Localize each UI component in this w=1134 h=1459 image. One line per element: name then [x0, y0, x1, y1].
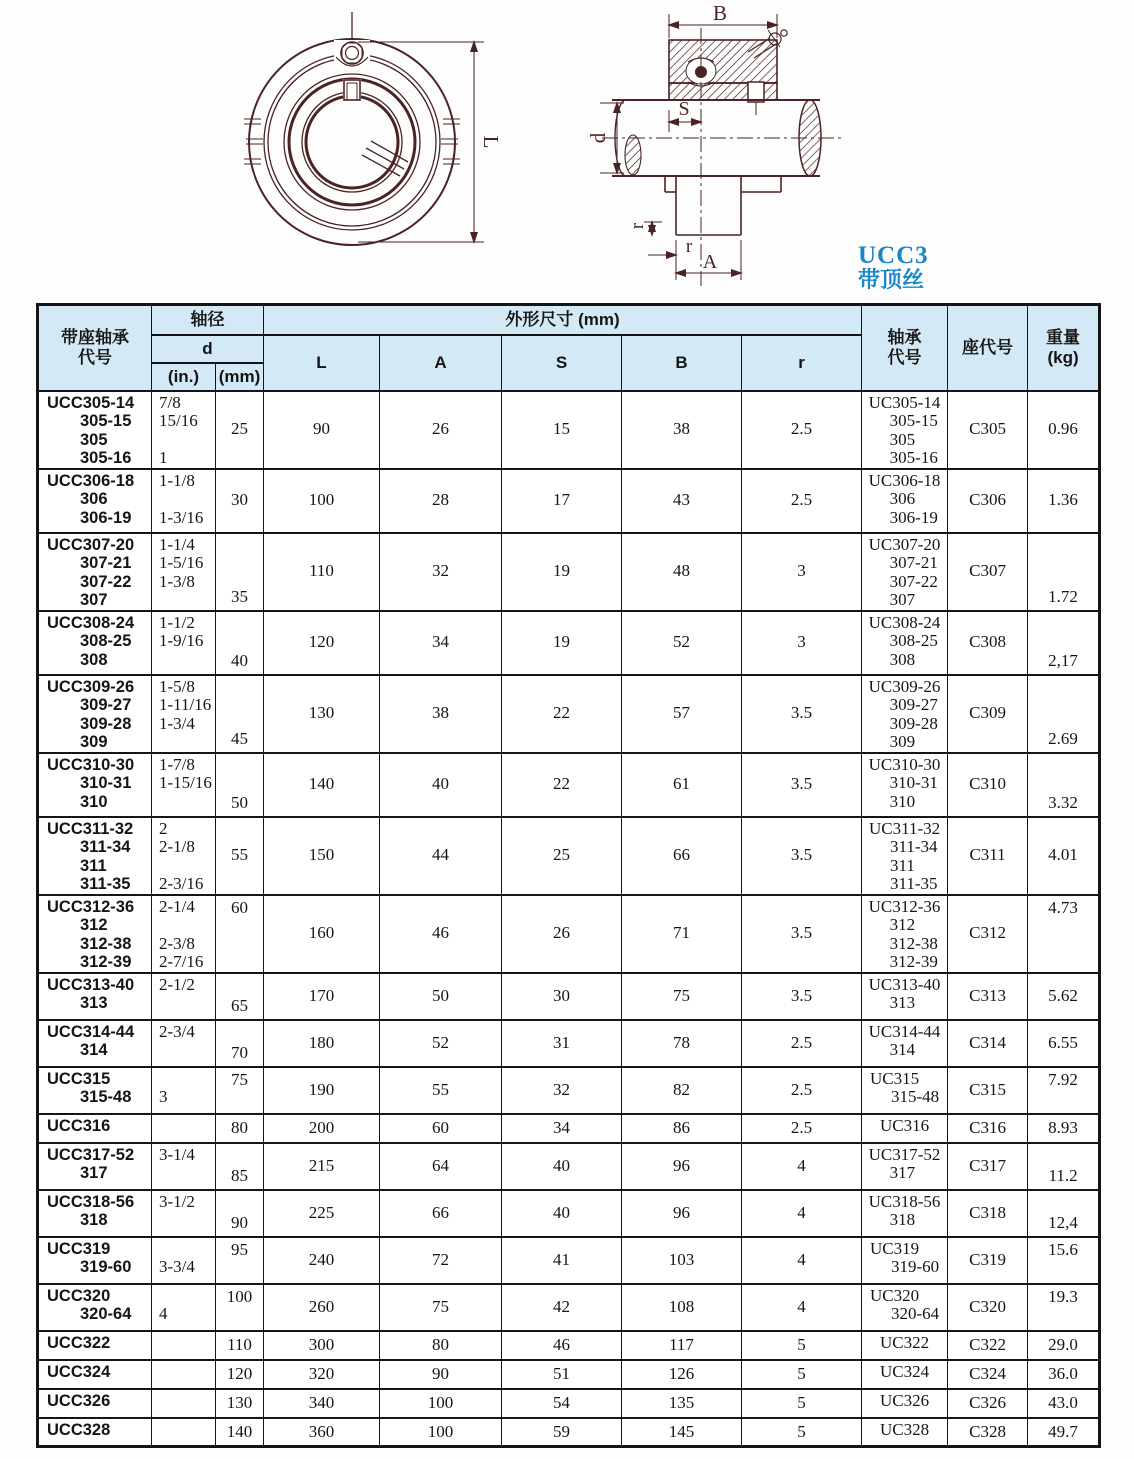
cell-unit-code: UCC313-40 313: [38, 973, 152, 1020]
cell-housing-code: C317: [948, 1143, 1028, 1190]
cell-weight: 19.3: [1028, 1284, 1100, 1331]
cell-weight: 0.96: [1028, 391, 1100, 469]
cell-d-inch: [152, 1114, 216, 1143]
table-row: [38, 391, 1100, 469]
cell-r: 2.5: [742, 1114, 862, 1143]
cell-weight: 4.73: [1028, 895, 1100, 973]
cell-bearing-code: UC307-20 307-21 307-22 307: [862, 533, 948, 611]
cell-S: 46: [502, 1331, 622, 1360]
cell-S: 42: [502, 1284, 622, 1331]
cell-housing-code: C310: [948, 753, 1028, 817]
cell-unit-code: UCC315 315-48: [38, 1067, 152, 1114]
cell-B: 61: [622, 753, 742, 817]
cell-bearing-code: UC326: [862, 1389, 948, 1418]
cell-d-inch: 4: [152, 1284, 216, 1331]
header-A: A: [380, 335, 502, 391]
cell-unit-code: UCC307-20 307-21 307-22 307: [38, 533, 152, 611]
cell-d-mm: 55: [216, 817, 264, 895]
cell-B: 145: [622, 1418, 742, 1447]
cell-unit-code: UCC309-26 309-27 309-28 309: [38, 675, 152, 753]
cell-bearing-code: UC316: [862, 1114, 948, 1143]
cell-d-mm: 130: [216, 1389, 264, 1418]
cell-unit-code: UCC318-56 318: [38, 1190, 152, 1237]
cell-S: 15: [502, 391, 622, 469]
table-row: [38, 1284, 1100, 1331]
cell-L: 180: [264, 1020, 380, 1067]
cell-bearing-code: UC308-24 308-25 308: [862, 611, 948, 675]
cell-bearing-code: UC319 319-60: [862, 1237, 948, 1284]
cell-r: 3.5: [742, 973, 862, 1020]
cell-bearing-code: UC309-26 309-27 309-28 309: [862, 675, 948, 753]
cell-L: 160: [264, 895, 380, 973]
cell-L: 340: [264, 1389, 380, 1418]
cell-L: 100: [264, 469, 380, 533]
cell-S: 51: [502, 1360, 622, 1389]
cell-L: 130: [264, 675, 380, 753]
header-d: d: [152, 335, 264, 363]
cell-B: 57: [622, 675, 742, 753]
table-row: [38, 895, 1100, 973]
dim-label-r-horizontal: r: [685, 236, 693, 257]
section-view-drawing: [586, 1, 845, 286]
cell-B: 86: [622, 1114, 742, 1143]
cell-d-mm: 60: [216, 895, 264, 973]
cell-B: 103: [622, 1237, 742, 1284]
cell-S: 40: [502, 1190, 622, 1237]
header-r: r: [742, 335, 862, 391]
cell-weight: 2.69: [1028, 675, 1100, 753]
header-mm: (mm): [216, 363, 264, 391]
cell-S: 19: [502, 533, 622, 611]
cell-S: 17: [502, 469, 622, 533]
cell-r: 5: [742, 1360, 862, 1389]
cell-B: 135: [622, 1389, 742, 1418]
cell-A: 28: [380, 469, 502, 533]
cell-d-mm: 25: [216, 391, 264, 469]
cell-d-inch: [152, 1331, 216, 1360]
cell-S: 54: [502, 1389, 622, 1418]
cell-d-inch: 2-1/4 2-3/8 2-7/16: [152, 895, 216, 973]
cell-d-mm: 65: [216, 973, 264, 1020]
header-unit-code: 带座轴承 代号: [38, 305, 152, 391]
dim-label-A: A: [702, 251, 718, 273]
cell-r: 5: [742, 1418, 862, 1447]
cell-d-inch: 1-1/4 1-5/16 1-3/8: [152, 533, 216, 611]
cell-d-mm: 110: [216, 1331, 264, 1360]
cell-weight: 15.6: [1028, 1237, 1100, 1284]
cell-L: 200: [264, 1114, 380, 1143]
cell-unit-code: UCC310-30 310-31 310: [38, 753, 152, 817]
cell-housing-code: C309: [948, 675, 1028, 753]
cell-r: 3: [742, 533, 862, 611]
cell-weight: 1.72: [1028, 533, 1100, 611]
header-bearing-code: 轴承 代号: [862, 305, 948, 391]
cell-r: 3.5: [742, 753, 862, 817]
series-title: [858, 243, 929, 292]
cell-d-mm: 80: [216, 1114, 264, 1143]
cell-d-mm: 100: [216, 1284, 264, 1331]
table-row: [38, 817, 1100, 895]
cell-weight: 49.7: [1028, 1418, 1100, 1447]
cell-d-inch: 2-3/4: [152, 1020, 216, 1067]
cell-S: 30: [502, 973, 622, 1020]
cell-B: 52: [622, 611, 742, 675]
table-row: [38, 469, 1100, 533]
cell-bearing-code: UC315 315-48: [862, 1067, 948, 1114]
cell-housing-code: C313: [948, 973, 1028, 1020]
table-row: [38, 1237, 1100, 1284]
header-weight: 重量 (kg): [1028, 305, 1100, 391]
technical-drawings: [0, 0, 1134, 300]
cell-unit-code: UCC322: [38, 1331, 152, 1360]
cell-A: 32: [380, 533, 502, 611]
cell-A: 72: [380, 1237, 502, 1284]
header-inch: (in.): [152, 363, 216, 391]
cell-d-inch: 1-1/2 1-9/16: [152, 611, 216, 675]
table-row: [38, 675, 1100, 753]
table-row: [38, 1020, 1100, 1067]
cell-unit-code: UCC324: [38, 1360, 152, 1389]
cell-S: 34: [502, 1114, 622, 1143]
cell-A: 64: [380, 1143, 502, 1190]
cell-housing-code: C318: [948, 1190, 1028, 1237]
cell-r: 5: [742, 1331, 862, 1360]
cell-d-mm: 70: [216, 1020, 264, 1067]
cell-unit-code: UCC311-32 311-34 311 311-35: [38, 817, 152, 895]
cell-unit-code: UCC326: [38, 1389, 152, 1418]
cell-unit-code: UCC320 320-64: [38, 1284, 152, 1331]
cell-bearing-code: UC310-30 310-31 310: [862, 753, 948, 817]
table-row: [38, 1190, 1100, 1237]
cell-unit-code: UCC312-36 312 312-38 312-39: [38, 895, 152, 973]
cell-B: 117: [622, 1331, 742, 1360]
cell-r: 3.5: [742, 817, 862, 895]
cell-B: 96: [622, 1190, 742, 1237]
table-header: [38, 305, 1100, 391]
cell-unit-code: UCC306-18 306 306-19: [38, 469, 152, 533]
cell-bearing-code: UC317-52 317: [862, 1143, 948, 1190]
cell-B: 96: [622, 1143, 742, 1190]
cell-d-mm: 90: [216, 1190, 264, 1237]
cell-A: 46: [380, 895, 502, 973]
cell-weight: 11.2: [1028, 1143, 1100, 1190]
cell-A: 60: [380, 1114, 502, 1143]
cell-d-inch: 1-7/8 1-15/16: [152, 753, 216, 817]
cell-bearing-code: UC320 320-64: [862, 1284, 948, 1331]
table-row: [38, 1114, 1100, 1143]
table-row: [38, 1418, 1100, 1447]
cell-d-mm: 40: [216, 611, 264, 675]
cell-weight: 36.0: [1028, 1360, 1100, 1389]
dim-label-r-vertical: r: [627, 222, 648, 230]
cell-weight: 3.32: [1028, 753, 1100, 817]
cell-r: 3: [742, 611, 862, 675]
cell-L: 215: [264, 1143, 380, 1190]
cell-S: 26: [502, 895, 622, 973]
cell-d-inch: 2-1/2: [152, 973, 216, 1020]
cell-S: 22: [502, 675, 622, 753]
table-row: [38, 611, 1100, 675]
cell-S: 41: [502, 1237, 622, 1284]
cell-B: 38: [622, 391, 742, 469]
cell-d-inch: 3-1/2: [152, 1190, 216, 1237]
cell-bearing-code: UC314-44 314: [862, 1020, 948, 1067]
cell-d-inch: 7/8 15/16 1: [152, 391, 216, 469]
cell-housing-code: C320: [948, 1284, 1028, 1331]
series-subtitle: 带顶丝: [858, 267, 925, 292]
cell-L: 300: [264, 1331, 380, 1360]
cell-weight: 2,17: [1028, 611, 1100, 675]
cell-r: 4: [742, 1143, 862, 1190]
cell-housing-code: C308: [948, 611, 1028, 675]
cell-d-mm: 95: [216, 1237, 264, 1284]
cell-d-inch: 1-5/8 1-11/16 1-3/4: [152, 675, 216, 753]
spec-table: [36, 303, 1101, 1448]
cell-L: 225: [264, 1190, 380, 1237]
cell-L: 320: [264, 1360, 380, 1389]
cell-bearing-code: UC328: [862, 1418, 948, 1447]
cell-d-mm: 45: [216, 675, 264, 753]
cell-L: 360: [264, 1418, 380, 1447]
cell-r: 4: [742, 1190, 862, 1237]
cell-housing-code: C324: [948, 1360, 1028, 1389]
cell-bearing-code: UC318-56 318: [862, 1190, 948, 1237]
header-shaft-diameter: 轴径: [152, 305, 264, 335]
cell-d-inch: [152, 1418, 216, 1447]
header-B: B: [622, 335, 742, 391]
header-housing-code: 座代号: [948, 305, 1028, 391]
cell-A: 50: [380, 973, 502, 1020]
table-row: [38, 1389, 1100, 1418]
cell-L: 150: [264, 817, 380, 895]
cell-B: 71: [622, 895, 742, 973]
series-code: UCC3: [858, 242, 929, 269]
cell-B: 75: [622, 973, 742, 1020]
cell-L: 190: [264, 1067, 380, 1114]
dim-label-S: S: [678, 98, 690, 120]
cell-housing-code: C319: [948, 1237, 1028, 1284]
cell-L: 110: [264, 533, 380, 611]
cell-d-inch: 2 2-1/8 2-3/16: [152, 817, 216, 895]
cell-S: 31: [502, 1020, 622, 1067]
cell-bearing-code: UC311-32 311-34 311 311-35: [862, 817, 948, 895]
cell-housing-code: C306: [948, 469, 1028, 533]
cell-r: 2.5: [742, 391, 862, 469]
cell-L: 140: [264, 753, 380, 817]
cell-weight: 1.36: [1028, 469, 1100, 533]
cell-d-mm: 85: [216, 1143, 264, 1190]
cell-B: 126: [622, 1360, 742, 1389]
cell-L: 170: [264, 973, 380, 1020]
cell-housing-code: C315: [948, 1067, 1028, 1114]
cell-B: 82: [622, 1067, 742, 1114]
cell-A: 26: [380, 391, 502, 469]
cell-bearing-code: UC312-36 312 312-38 312-39: [862, 895, 948, 973]
cell-unit-code: UCC305-14 305-15 305 305-16: [38, 391, 152, 469]
cell-A: 80: [380, 1331, 502, 1360]
cell-d-mm: 35: [216, 533, 264, 611]
cell-housing-code: C316: [948, 1114, 1028, 1143]
cell-housing-code: C311: [948, 817, 1028, 895]
cell-weight: 5.62: [1028, 973, 1100, 1020]
cell-r: 3.5: [742, 895, 862, 973]
cell-bearing-code: UC305-14 305-15 305 305-16: [862, 391, 948, 469]
cell-r: 4: [742, 1237, 862, 1284]
cell-S: 59: [502, 1418, 622, 1447]
cell-A: 90: [380, 1360, 502, 1389]
table-body: [38, 391, 1100, 1447]
cell-d-inch: 3-3/4: [152, 1237, 216, 1284]
cell-housing-code: C326: [948, 1389, 1028, 1418]
cell-bearing-code: UC322: [862, 1331, 948, 1360]
cell-d-inch: 1-1/8 1-3/16: [152, 469, 216, 533]
cell-r: 3.5: [742, 675, 862, 753]
cell-d-mm: 140: [216, 1418, 264, 1447]
cell-B: 66: [622, 817, 742, 895]
cell-A: 66: [380, 1190, 502, 1237]
cell-d-inch: 3: [152, 1067, 216, 1114]
cell-housing-code: C322: [948, 1331, 1028, 1360]
table-row: [38, 973, 1100, 1020]
header-L: L: [264, 335, 380, 391]
cell-r: 2.5: [742, 1020, 862, 1067]
dim-label-B: B: [712, 1, 728, 25]
cell-d-mm: 30: [216, 469, 264, 533]
cell-L: 90: [264, 391, 380, 469]
table-row: [38, 753, 1100, 817]
cell-S: 19: [502, 611, 622, 675]
cell-housing-code: C307: [948, 533, 1028, 611]
cell-A: 75: [380, 1284, 502, 1331]
cell-unit-code: UCC316: [38, 1114, 152, 1143]
cell-unit-code: UCC314-44 314: [38, 1020, 152, 1067]
cell-housing-code: C305: [948, 391, 1028, 469]
cell-d-inch: [152, 1360, 216, 1389]
cell-d-mm: 120: [216, 1360, 264, 1389]
cell-A: 40: [380, 753, 502, 817]
cell-housing-code: C328: [948, 1418, 1028, 1447]
cell-d-mm: 50: [216, 753, 264, 817]
cell-housing-code: C312: [948, 895, 1028, 973]
header-S: S: [502, 335, 622, 391]
cell-L: 240: [264, 1237, 380, 1284]
cell-weight: 4.01: [1028, 817, 1100, 895]
table-row: [38, 1360, 1100, 1389]
cell-B: 78: [622, 1020, 742, 1067]
cell-A: 52: [380, 1020, 502, 1067]
cell-unit-code: UCC319 319-60: [38, 1237, 152, 1284]
cell-d-inch: [152, 1389, 216, 1418]
cell-weight: 43.0: [1028, 1389, 1100, 1418]
cell-weight: 7.92: [1028, 1067, 1100, 1114]
cell-L: 120: [264, 611, 380, 675]
cell-d-inch: 3-1/4: [152, 1143, 216, 1190]
cell-S: 25: [502, 817, 622, 895]
cell-A: 55: [380, 1067, 502, 1114]
cell-A: 34: [380, 611, 502, 675]
cell-A: 100: [380, 1418, 502, 1447]
cell-B: 48: [622, 533, 742, 611]
table-row: [38, 1331, 1100, 1360]
cell-L: 260: [264, 1284, 380, 1331]
table-row: [38, 1143, 1100, 1190]
cell-unit-code: UCC308-24 308-25 308: [38, 611, 152, 675]
cell-B: 43: [622, 469, 742, 533]
cell-A: 44: [380, 817, 502, 895]
cell-bearing-code: UC313-40 313: [862, 973, 948, 1020]
table-row: [38, 533, 1100, 611]
dim-label-d: d: [586, 132, 610, 144]
cell-housing-code: C314: [948, 1020, 1028, 1067]
cell-weight: 8.93: [1028, 1114, 1100, 1143]
cell-r: 2.5: [742, 1067, 862, 1114]
front-view-drawing: [244, 12, 503, 245]
cell-bearing-code: UC324: [862, 1360, 948, 1389]
cell-d-mm: 75: [216, 1067, 264, 1114]
cell-unit-code: UCC328: [38, 1418, 152, 1447]
cell-B: 108: [622, 1284, 742, 1331]
cell-weight: 29.0: [1028, 1331, 1100, 1360]
cell-bearing-code: UC306-18 306 306-19: [862, 469, 948, 533]
cell-unit-code: UCC317-52 317: [38, 1143, 152, 1190]
table-row: [38, 1067, 1100, 1114]
cell-A: 38: [380, 675, 502, 753]
cell-A: 100: [380, 1389, 502, 1418]
dim-label-L: L: [479, 135, 503, 149]
cell-S: 22: [502, 753, 622, 817]
cell-S: 40: [502, 1143, 622, 1190]
cell-S: 32: [502, 1067, 622, 1114]
cell-r: 2.5: [742, 469, 862, 533]
cell-r: 5: [742, 1389, 862, 1418]
cell-weight: 12,4: [1028, 1190, 1100, 1237]
cell-r: 4: [742, 1284, 862, 1331]
cell-weight: 6.55: [1028, 1020, 1100, 1067]
header-dimensions: 外形尺寸 (mm): [264, 305, 862, 335]
